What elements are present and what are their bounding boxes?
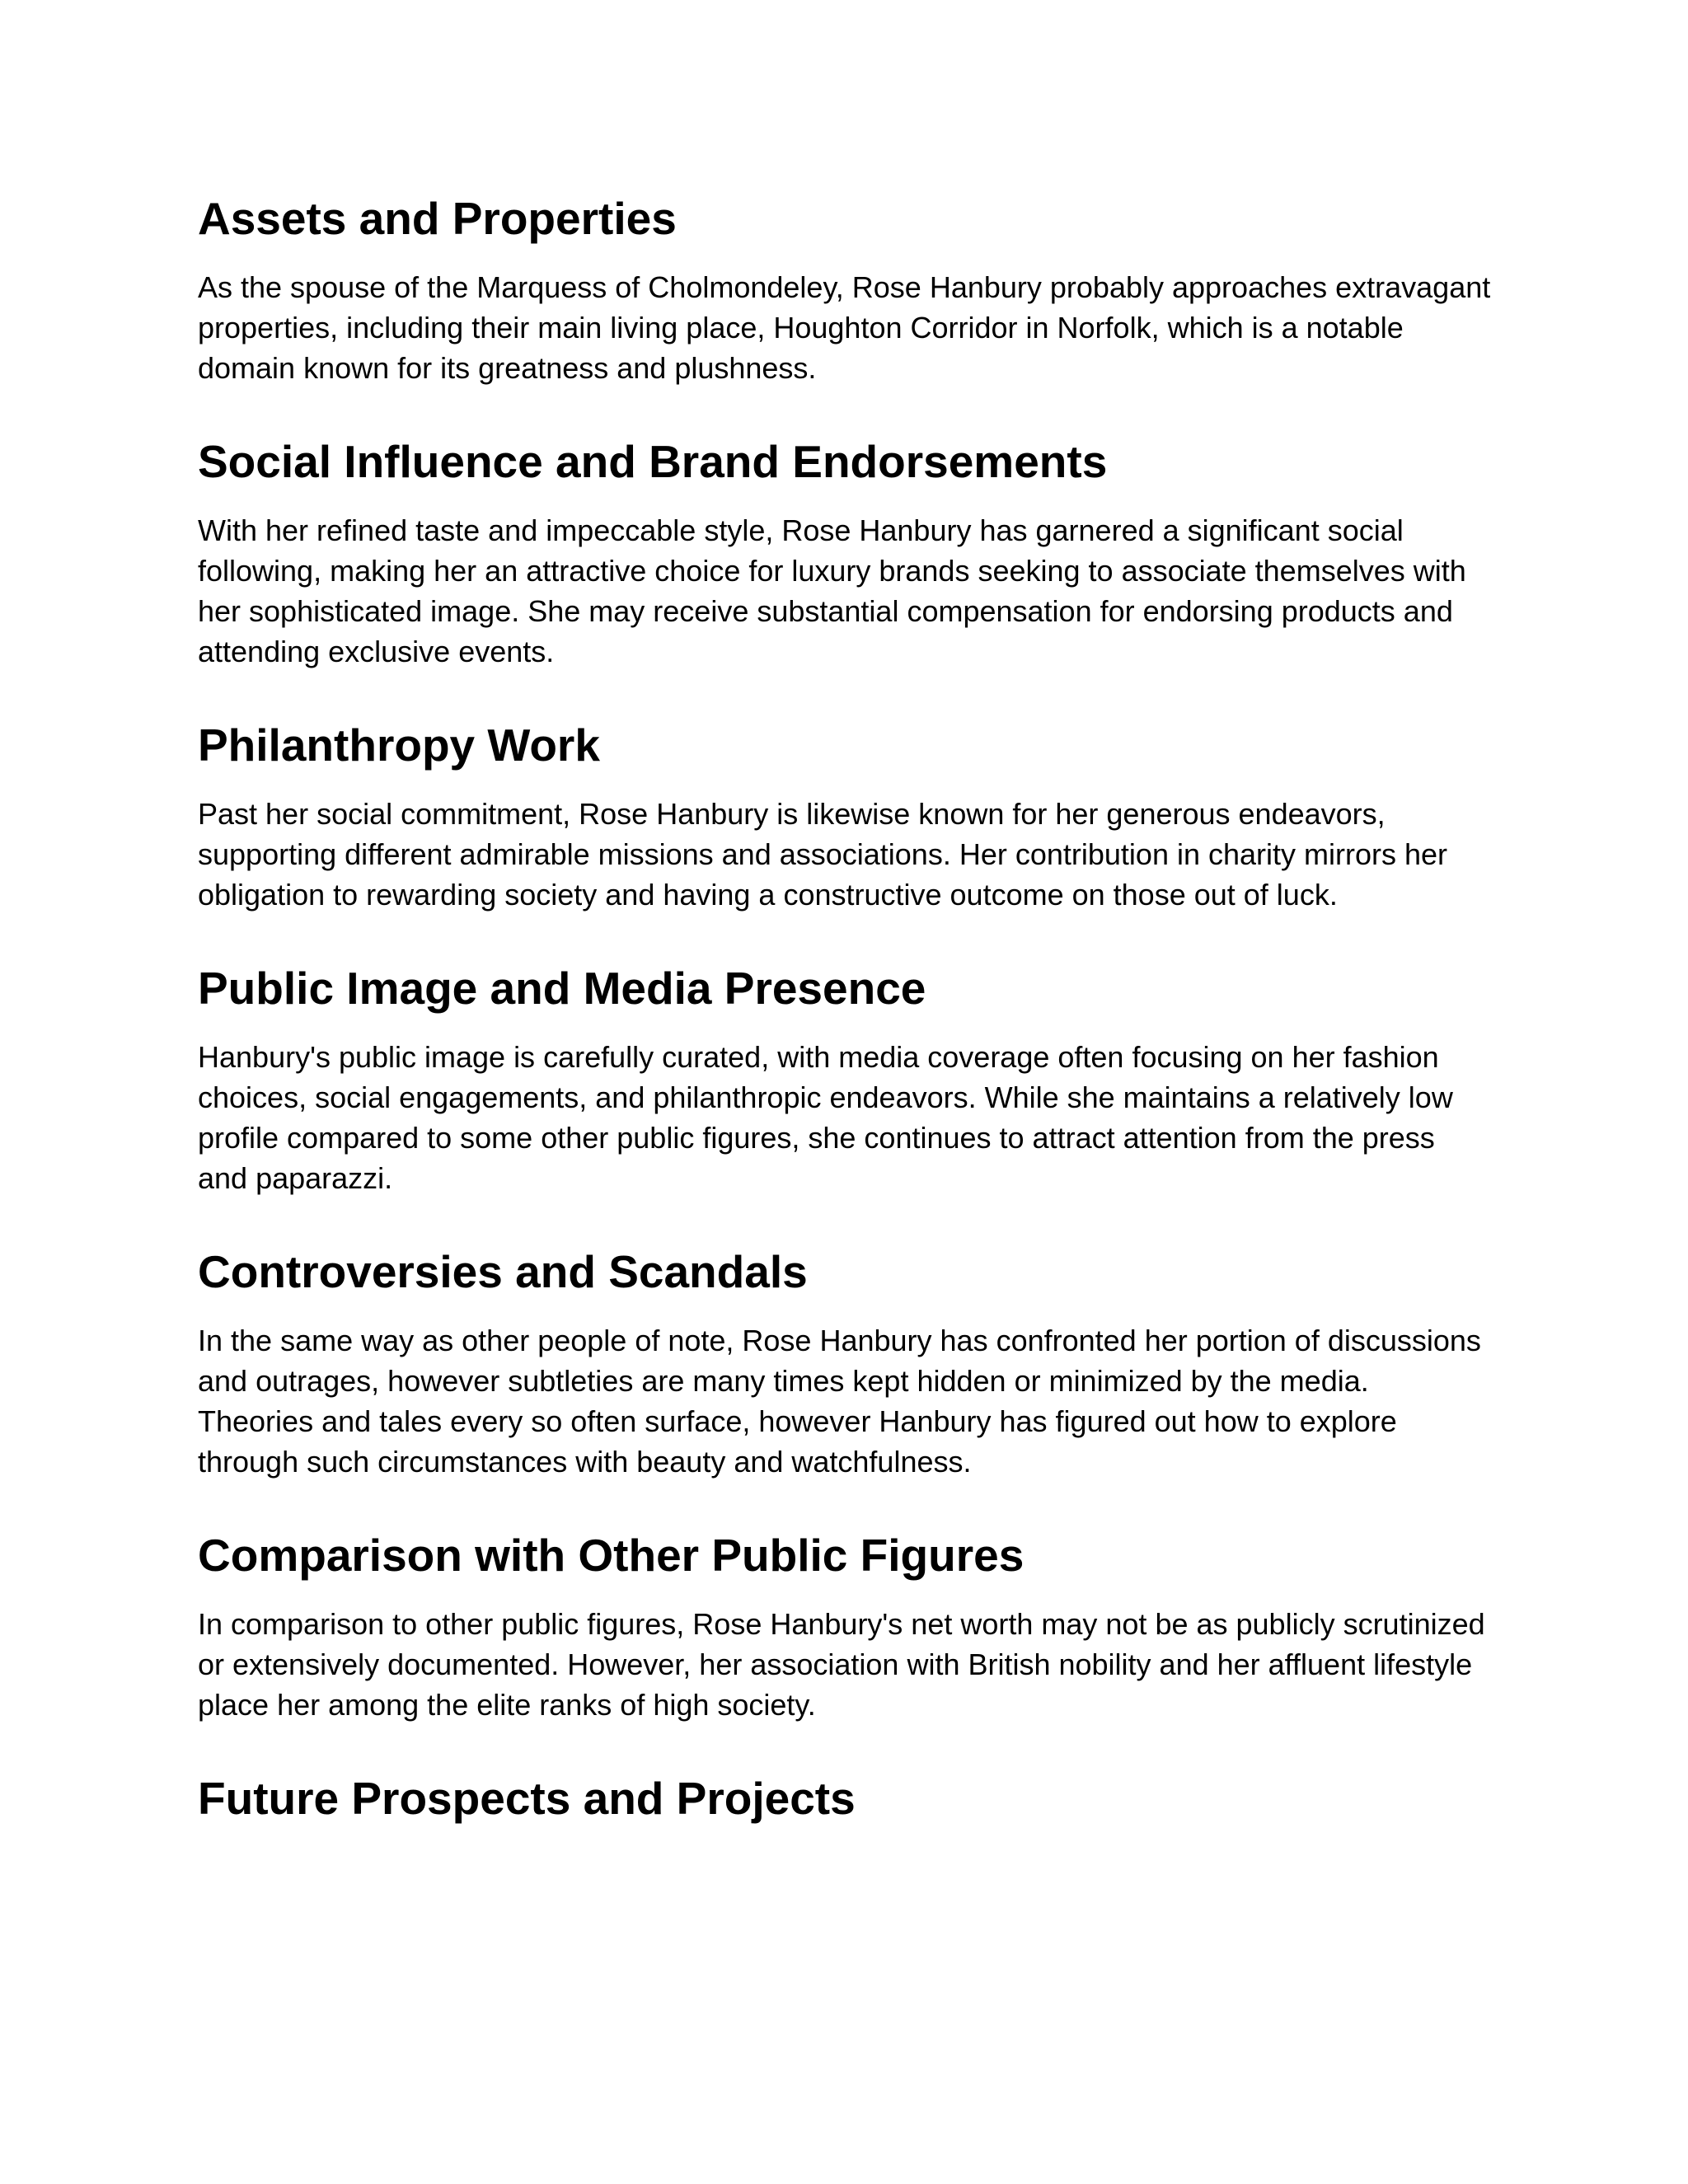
- section-social-influence: [198, 433, 1492, 672]
- section-paragraph: Past her social commitment, Rose Hanbury is likewise known for her generous endeavors, supporting different admirable missions and associations. Her contribution in charity mirrors her obligation to rewarding society and having a constructive outcome on those out of luck.: [198, 797, 1448, 912]
- section-paragraph: In comparison to other public figures, Rose Hanbury's net worth may not be as publicly scrutinized or extensively documented. However, her association with British nobility and her affluent lifestyle place her among the elite ranks of high society.: [198, 1607, 1485, 1722]
- section-assets-and-properties: [198, 190, 1492, 388]
- section-heading: Future Prospects and Projects: [198, 1773, 856, 1824]
- section-public-image: [198, 959, 1492, 1198]
- section-controversies: [198, 1243, 1492, 1482]
- section-paragraph: As the spouse of the Marquess of Cholmondeley, Rose Hanbury probably approaches extravagant properties, including their main living place, Houghton Corridor in Norfolk, which is a notable domain known for its greatness and plushness.: [198, 270, 1491, 385]
- section-heading: Public Image and Media Presence: [198, 963, 926, 1014]
- section-philanthropy-work: [198, 716, 1492, 915]
- section-heading: Assets and Properties: [198, 193, 677, 244]
- section-paragraph: With her refined taste and impeccable style, Rose Hanbury has garnered a significant social following, making her an attractive choice for luxury brands seeking to associate themselves with her sophisticated image. She may receive substantial compensation for endorsing products and attending exclusive events.: [198, 513, 1466, 668]
- section-heading: Philanthropy Work: [198, 719, 600, 771]
- section-paragraph: Hanbury's public image is carefully curated, with media coverage often focusing on her fashion choices, social engagements, and philanthropic endeavors. While she maintains a relatively low profile compared to some other public figures, she continues to attract attention from the press and paparazzi.: [198, 1040, 1453, 1195]
- document-page: [198, 190, 1492, 1847]
- section-heading: Social Influence and Brand Endorsements: [198, 436, 1108, 487]
- section-comparison: [198, 1526, 1492, 1725]
- section-future-prospects: [198, 1769, 1492, 1827]
- section-heading: Comparison with Other Public Figures: [198, 1530, 1025, 1581]
- section-heading: Controversies and Scandals: [198, 1246, 808, 1297]
- section-paragraph: In the same way as other people of note, Rose Hanbury has confronted her portion of discussions and outrages, however subtleties are many times kept hidden or minimized by the media. Theories and tales every so often surface, however Hanbury has figured out how to explore through such circumstances with beauty and watchfulness.: [198, 1324, 1481, 1479]
